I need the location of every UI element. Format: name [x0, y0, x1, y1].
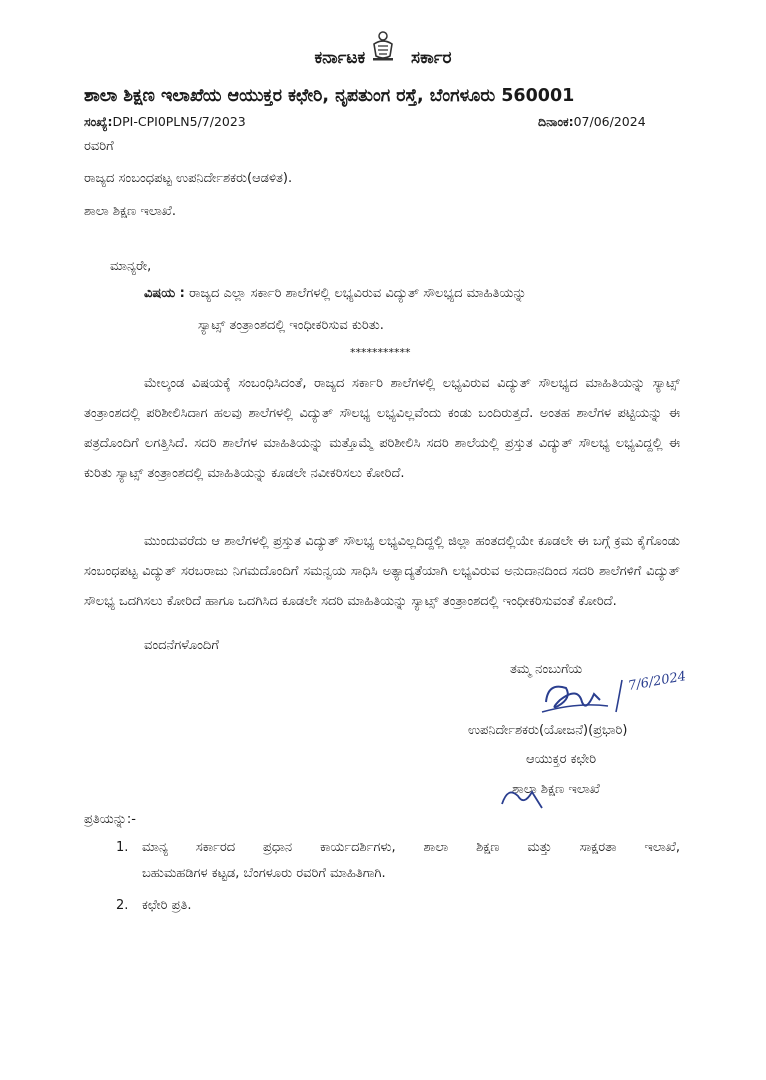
body-paragraph-2: ಮುಂದುವರೆದು ಆ ಶಾಲೆಗಳಲ್ಲಿ ಪ್ರಸ್ತುತ ವಿದ್ಯುತ್ ಸೌಲಭ್ಯ ಲಭ್ಯವಿಲ್ಲದಿದ್ದಲ್ಲಿ ಜಿಲ್ಲಾ ಹಂತದಲ್ಲಿಯೇ ಕೂಡಲೇ ಈ ಬಗ್ಗೆ ಕ್ರಮ ಕೈಗೊಂಡು ಸಂಬಂಧಪಟ್ಟ ವಿದ್ಯುತ್ ಸರಬರಾಜು ನಿಗಮದೊಂದಿಗೆ ಸಮನ್ವಯ ಸಾಧಿಸಿ ಅತ್ಯಾದ್ಯತೆಯಾಗಿ ಲಭ್ಯವಿರುವ ಅನುದಾನದಿಂದ ಸದರಿ ಶಾಲೆಗಳಿಗೆ ವಿದ್ಯುತ್ ಸೌಲಭ್ಯ ಒದಗಿಸಲು ಕೋರಿದೆ ಹಾಗೂ ಒದಗಿಸಿದ ಕೂಡಲೇ ಸದರಿ ಮಾಹಿತಿಯನ್ನು ಸ್ಯಾಟ್ಸ್ ತಂತ್ರಾಂಶದಲ್ಲಿ ಇಂಧೀಕರಿಸುವಂತೆ ಕೋರಿದೆ. [84, 534, 680, 609]
separator: *********** [350, 346, 411, 359]
yours-faithfully: ತಮ್ಮ ನಂಬುಗೆಯ [510, 662, 583, 677]
reference-number-value: DPI-CPI0PLN5/7/2023 [112, 114, 246, 129]
office-title: ಶಾಲಾ ಶಿಕ್ಷಣ ಇಲಾಖೆಯ ಆಯುಕ್ತರ ಕಛೇರಿ, ನೃಪತುಂಗ ರಸ್ತೆ, ಬೆಂಗಳೂರು 560001 [84, 86, 575, 106]
copy-item-2-line1: ಕಛೇರಿ ಪ್ರತಿ. [142, 898, 192, 913]
subject-line2: ಸ್ಯಾಟ್ಸ್ ತಂತ್ರಾಂಶದಲ್ಲಿ ಇಂಧೀಕರಿಸುವ ಕುರಿತು. [198, 318, 384, 333]
addressee-to: ರವರಿಗೆ [84, 139, 114, 154]
copy-item-1-line1: ಮಾನ್ಯ ಸರ್ಕಾರದ ಪ್ರಧಾನ ಕಾರ್ಯದರ್ಶಿಗಳು, ಶಾಲಾ ಶಿಕ್ಷಣ ಮತ್ತು ಸಾಕ್ಷರತಾ ಇಲಾಖೆ, [142, 840, 680, 855]
addressee-line2: ಶಾಲಾ ಶಿಕ್ಷಣ ಇಲಾಖೆ. [84, 204, 176, 219]
subject-label: ವಿಷಯ : [144, 286, 185, 301]
signatory-office: ಆಯುಕ್ತರ ಕಛೇರಿ [526, 752, 597, 767]
closing: ವಂದನೆಗಳೊಂದಿಗೆ [144, 638, 219, 653]
body-paragraph-1: ಮೇಲ್ಕಂಡ ವಿಷಯಕ್ಕೆ ಸಂಬಂಧಿಸಿದಂತೆ, ರಾಜ್ಯದ ಸರ್ಕಾರಿ ಶಾಲೆಗಳಲ್ಲಿ ಲಭ್ಯವಿರುವ ವಿದ್ಯುತ್ ಸೌಲಭ್ಯದ ಮಾಹಿತಿಯನ್ನು ಸ್ಯಾಟ್ಸ್ ತಂತ್ರಾಂಶದಲ್ಲಿ ಪರಿಶೀಲಿಸಿದಾಗ ಹಲವು ಶಾಲೆಗಳಲ್ಲಿ ವಿದ್ಯುತ್ ಸೌಲಭ್ಯ ಲಭ್ಯವಿಲ್ಲವೆಂದು ಕಂಡು ಬಂದಿರುತ್ತದೆ. ಅಂತಹ ಶಾಲೆಗಳ ಪಟ್ಟಿಯನ್ನು ಈ ಪತ್ರದೊಂದಿಗೆ ಲಗತ್ತಿಸಿದೆ. ಸದರಿ ಶಾಲೆಗಳ ಮಾಹಿತಿಯನ್ನು ಮತ್ತೊಮ್ಮೆ ಪರಿಶೀಲಿಸಿ ಸದರಿ ಶಾಲೆಯಲ್ಲಿ ಪ್ರಸ್ತುತ ವಿದ್ಯುತ್ ಸೌಲಭ್ಯ ಲಭ್ಯವಿದ್ದಲ್ಲಿ ಈ ಕುರಿತು ಸ್ಯಾಟ್ಸ್ ತಂತ್ರಾಂಶದಲ್ಲಿ ಮಾಹಿತಿಯನ್ನು ಕೂಡಲೇ ನವೀಕರಿಸಲು ಕೋರಿದೆ. [84, 376, 680, 481]
letter-date [538, 114, 646, 130]
subject-text1: ರಾಜ್ಯದ ಎಲ್ಲಾ ಸರ್ಕಾರಿ ಶಾಲೆಗಳಲ್ಲಿ ಲಭ್ಯವಿರುವ ವಿದ್ಯುತ್ ಸೌಲಭ್ಯದ ಮಾಹಿತಿಯನ್ನು [189, 286, 527, 301]
reference-number [84, 114, 246, 130]
signature-date: 7/6/2024 [627, 669, 688, 694]
subject-line1 [144, 286, 526, 301]
government-title: ಕರ್ನಾಟಕ ಸರ್ಕಾರ [314, 48, 452, 68]
initial-mark [498, 782, 558, 812]
letter-date-label: ದಿನಾಂಕ: [538, 114, 574, 129]
copy-item-2-number: 2. [116, 898, 129, 913]
copy-item-1-line2: ಬಹುಮಹಡಿಗಳ ಕಟ್ಟಡ, ಬೆಂಗಳೂರು ರವರಿಗೆ ಮಾಹಿತಿಗಾಗಿ. [142, 866, 386, 881]
addressee-line1: ರಾಜ್ಯದ ಸಂಬಂಧಪಟ್ಟ ಉಪನಿರ್ದೇಶಕರು(ಆಡಳಿತ). [84, 171, 293, 186]
signatory-department: ಶಾಲಾ ಶಿಕ್ಷಣ ಇಲಾಖೆ [512, 782, 600, 797]
copy-item-1-number: 1. [116, 840, 129, 855]
salutation: ಮಾನ್ಯರೇ, [110, 259, 152, 274]
copies-label: ಪ್ರತಿಯನ್ನು:- [84, 812, 136, 827]
signatory-designation: ಉಪನಿರ್ದೇಶಕರು(ಯೋಜನೆ)(ಪ್ರಭಾರಿ) [468, 723, 628, 738]
letter-date-value: 07/06/2024 [573, 114, 646, 129]
reference-number-label: ಸಂಖ್ಯೆ: [84, 114, 113, 129]
